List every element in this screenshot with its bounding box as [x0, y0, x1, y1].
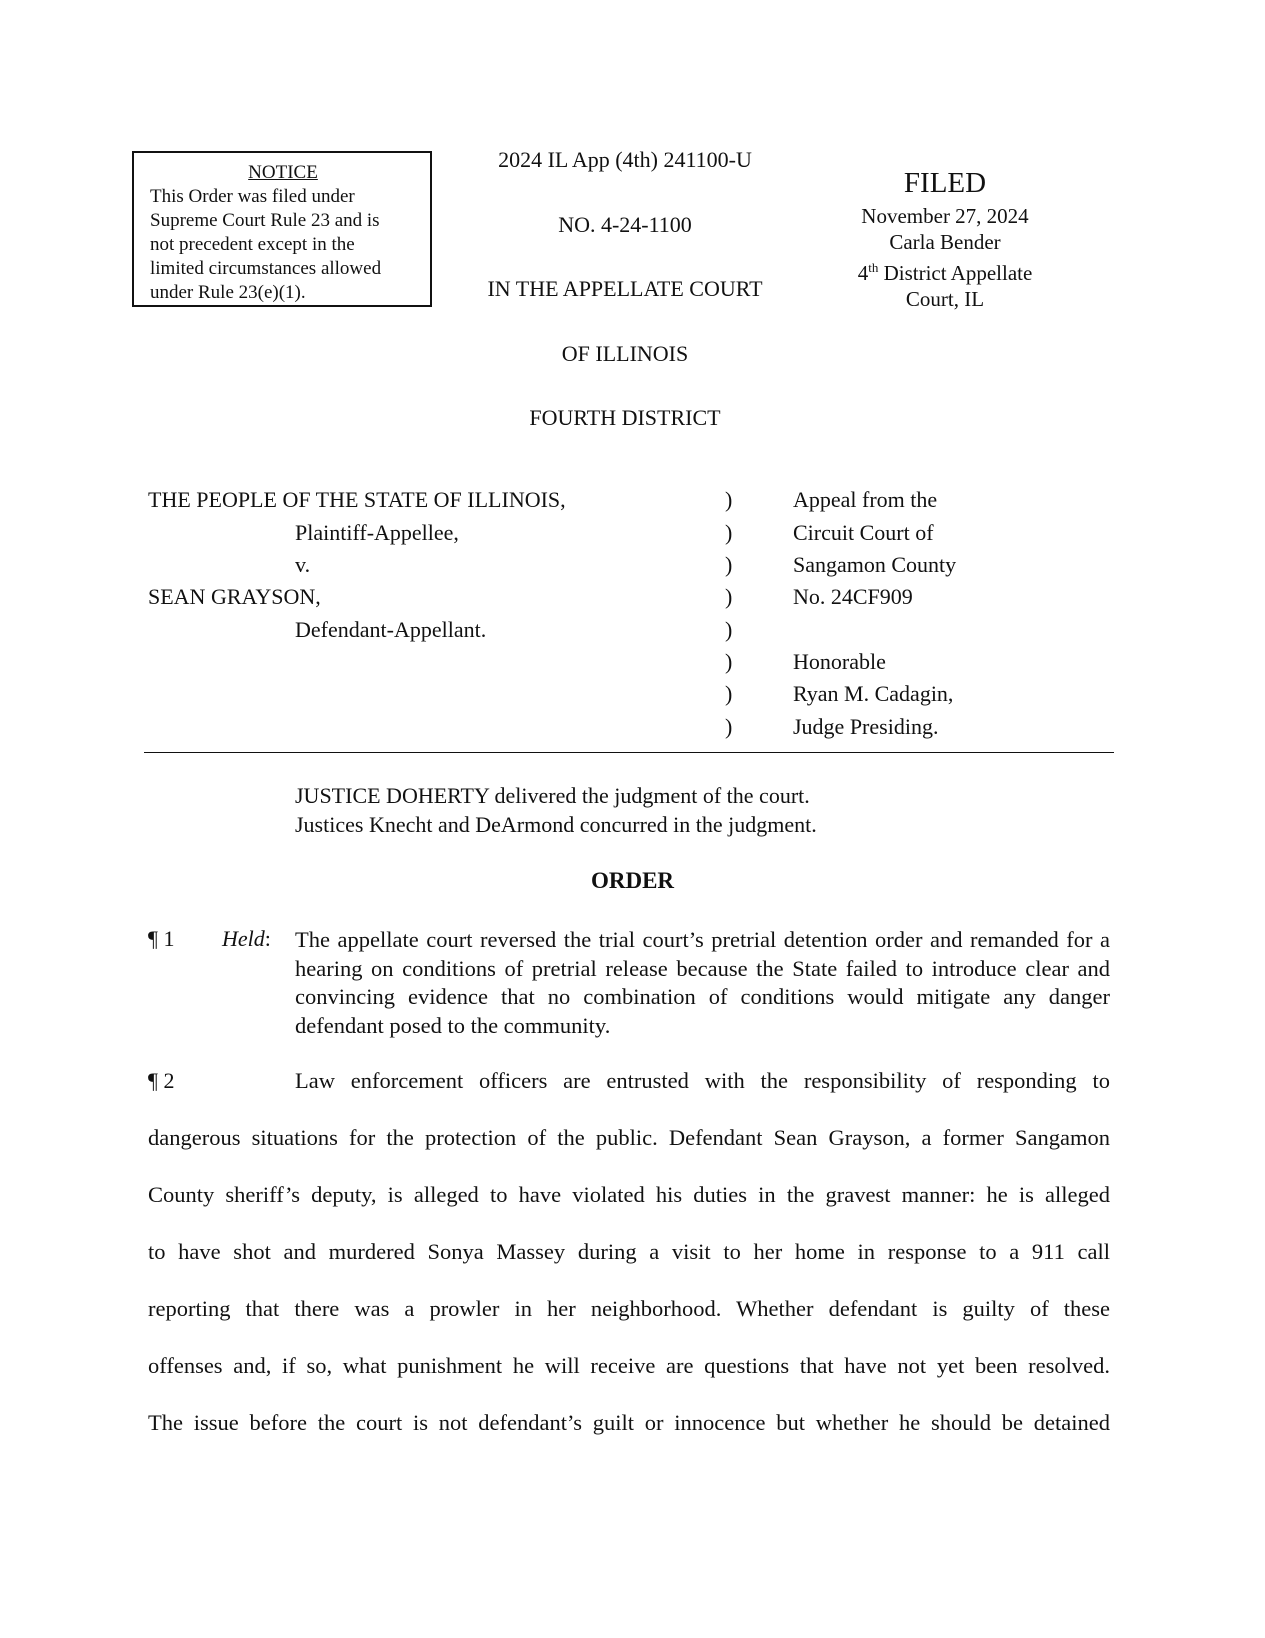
district-name: FOURTH DISTRICT	[529, 405, 721, 430]
filed-district	[820, 255, 1070, 286]
authoring-justice: JUSTICE DOHERTY	[295, 783, 490, 808]
appeal-line: Circuit Court of	[793, 520, 934, 545]
plaintiff-role: Plaintiff-Appellee,	[295, 520, 459, 545]
versus: v.	[295, 552, 311, 577]
caption-paren: )	[725, 617, 733, 642]
judgment-line1	[295, 783, 810, 809]
appeal-line: Appeal from the	[793, 487, 938, 512]
filed-court: Court, IL	[905, 287, 985, 311]
court-name-line1: IN THE APPELLATE COURT	[487, 276, 763, 301]
paragraph-2-line: to have shot and murdered Sonya Massey during a visit to her home in response to a 911 call	[148, 1239, 1110, 1264]
held-summary: The appellate court reversed the trial court’s pretrial detention order and remanded for a hearing on conditions of pretrial release because the State failed to introduce clear and convincing evidence that no combination of conditions would mitigate any danger defendant posed to the community.	[295, 927, 1110, 1038]
caption-paren: )	[725, 487, 733, 512]
appeal-line: Sangamon County	[793, 552, 957, 577]
caption-divider	[144, 752, 1114, 753]
notice-line: Supreme Court Rule 23 and is	[150, 210, 380, 231]
paragraph-2-number: ¶ 2	[148, 1068, 175, 1093]
notice-line: This Order was filed under	[150, 186, 355, 207]
defendant-name: SEAN GRAYSON,	[148, 584, 321, 609]
filed-title: FILED	[903, 167, 987, 199]
held-label	[222, 926, 271, 952]
citation: 2024 IL App (4th) 241100-U	[498, 147, 752, 172]
paragraph-2-line: offenses and, if so, what punishment he will receive are questions that have not yet been resolved.	[148, 1353, 1110, 1378]
paragraph-1-number: ¶ 1	[148, 926, 175, 951]
held-label-colon: :	[264, 926, 271, 951]
filed-district-suffix: th	[868, 260, 879, 275]
plaintiff-name: THE PEOPLE OF THE STATE OF ILLINOIS,	[148, 487, 566, 512]
paragraph-2-first-line: Law enforcement officers are entrusted with the responsibility of responding to	[295, 1068, 1110, 1093]
caption-paren: )	[725, 681, 733, 706]
judge-name: Ryan M. Cadagin,	[793, 681, 954, 706]
notice-line: not precedent except in the	[150, 234, 355, 255]
judgment-line1-rest: delivered the judgment of the court.	[489, 783, 810, 808]
caption-paren: )	[725, 584, 733, 609]
filed-clerk: Carla Bender	[889, 230, 1001, 254]
paragraph-2-line: reporting that there was a prowler in her neighborhood. Whether defendant is guilty of these	[148, 1296, 1110, 1321]
trial-case-number: No. 24CF909	[793, 584, 913, 609]
held-label-text: Held	[222, 926, 265, 951]
judgment-line2: Justices Knecht and DeArmond concurred in the judgment.	[295, 812, 817, 837]
defendant-role: Defendant-Appellant.	[295, 617, 487, 642]
notice-line: limited circumstances allowed	[150, 258, 382, 279]
filed-date: November 27, 2024	[861, 204, 1029, 228]
paragraph-2-line: The issue before the court is not defendant’s guilt or innocence but whether he should be detained	[148, 1410, 1110, 1435]
filed-district-number: 4	[857, 261, 869, 285]
paragraph-2-line: County sheriff’s deputy, is alleged to have violated his duties in the gravest manner: he is alleged	[148, 1182, 1110, 1207]
caption-paren: )	[725, 649, 733, 674]
court-name-line2: OF ILLINOIS	[561, 341, 689, 366]
filed-stamp	[820, 163, 1070, 312]
caption-paren: )	[725, 552, 733, 577]
order-heading: ORDER	[590, 868, 675, 893]
paragraph-2-line: dangerous situations for the protection of the public. Defendant Sean Grayson, a former Sangamon	[148, 1125, 1110, 1150]
notice-title: NOTICE	[248, 162, 318, 183]
judge-line: Honorable	[793, 649, 886, 674]
filed-district-text: District Appellate	[878, 261, 1033, 285]
judge-line: Judge Presiding.	[793, 714, 939, 739]
caption-paren: )	[725, 520, 733, 545]
notice-box	[132, 151, 432, 307]
docket-number: NO. 4-24-1100	[558, 212, 692, 237]
notice-line: under Rule 23(e)(1).	[150, 282, 306, 303]
caption-paren: )	[725, 714, 733, 739]
